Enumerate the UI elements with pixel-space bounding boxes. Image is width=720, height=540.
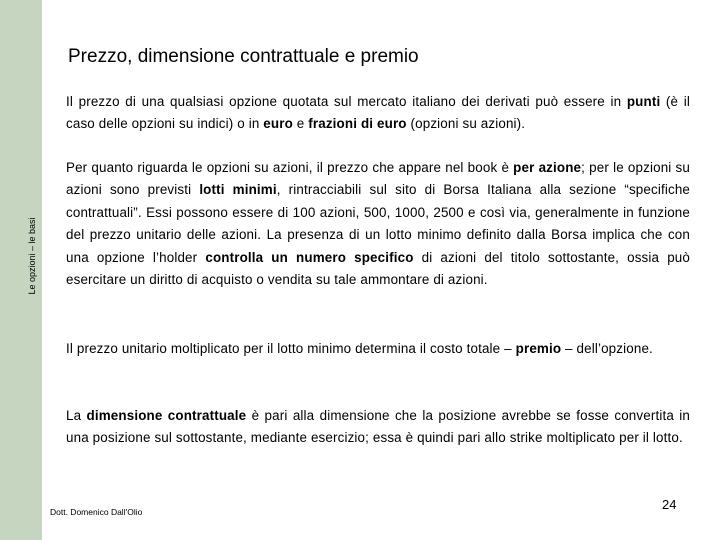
text-segment: Il prezzo di una qualsiasi opzione quotata sul mercato italiano dei derivati può essere in bbox=[66, 94, 627, 109]
bold-term: per azione bbox=[513, 160, 582, 175]
sidebar-vertical-label: Le opzioni – le basi bbox=[27, 217, 37, 295]
paragraph-price-units bbox=[66, 91, 690, 136]
text-segment: (è il caso delle opzioni su indici) o in bbox=[66, 94, 690, 132]
footer-author: Dott. Domenico Dall'Olio bbox=[50, 507, 143, 517]
bold-term: frazioni di euro bbox=[308, 116, 407, 132]
text-segment: ; per le opzioni su azioni sono previsti bbox=[66, 160, 690, 198]
bold-term: punti bbox=[626, 94, 661, 109]
text-segment: La bbox=[66, 408, 87, 423]
bold-term: premio bbox=[515, 341, 562, 356]
text-segment: – dell’opzione. bbox=[561, 341, 653, 356]
slide-title: Prezzo, dimensione contrattuale e premio bbox=[68, 46, 419, 67]
text-segment: , rintracciabili sul sito di Borsa Italiana alla sezione “specifiche contrattuali”. Essi possono essere di 100 azioni, 500, 1000, 2500 e così via, generalmente in funzione del prezzo unitario delle azioni. La presenza di un lotto minimo definito dalla Borsa implica che con una opzione l’holder bbox=[66, 182, 691, 265]
text-segment: Il prezzo unitario moltiplicato per il lotto minimo determina il costo totale – bbox=[66, 341, 516, 356]
text-segment: di azioni del titolo sottostante, ossia può esercitare un diritto di acquisto o vendita su tale ammontare di azioni. bbox=[66, 249, 690, 288]
bold-term: dimensione contrattuale bbox=[86, 408, 247, 423]
bold-term: lotti minimi bbox=[199, 182, 277, 198]
page-number: 24 bbox=[662, 497, 677, 512]
paragraph-premium bbox=[66, 338, 690, 360]
paragraph-contract-size bbox=[66, 405, 690, 450]
bold-term: controlla un numero specifico bbox=[205, 249, 414, 265]
bold-term: euro bbox=[263, 116, 293, 132]
text-segment: e bbox=[292, 116, 309, 132]
text-segment: Per quanto riguarda le opzioni su azioni, il prezzo che appare nel book è bbox=[66, 160, 514, 175]
text-segment: (opzioni su azioni). bbox=[406, 116, 526, 132]
text-segment: è pari alla dimensione che la posizione avrebbe se fosse convertita in una posizione sul sottostante, mediante esercizio; essa è quindi pari allo strike moltiplicato per il lotto. bbox=[66, 408, 690, 446]
paragraph-stock-options-lots bbox=[66, 157, 690, 291]
